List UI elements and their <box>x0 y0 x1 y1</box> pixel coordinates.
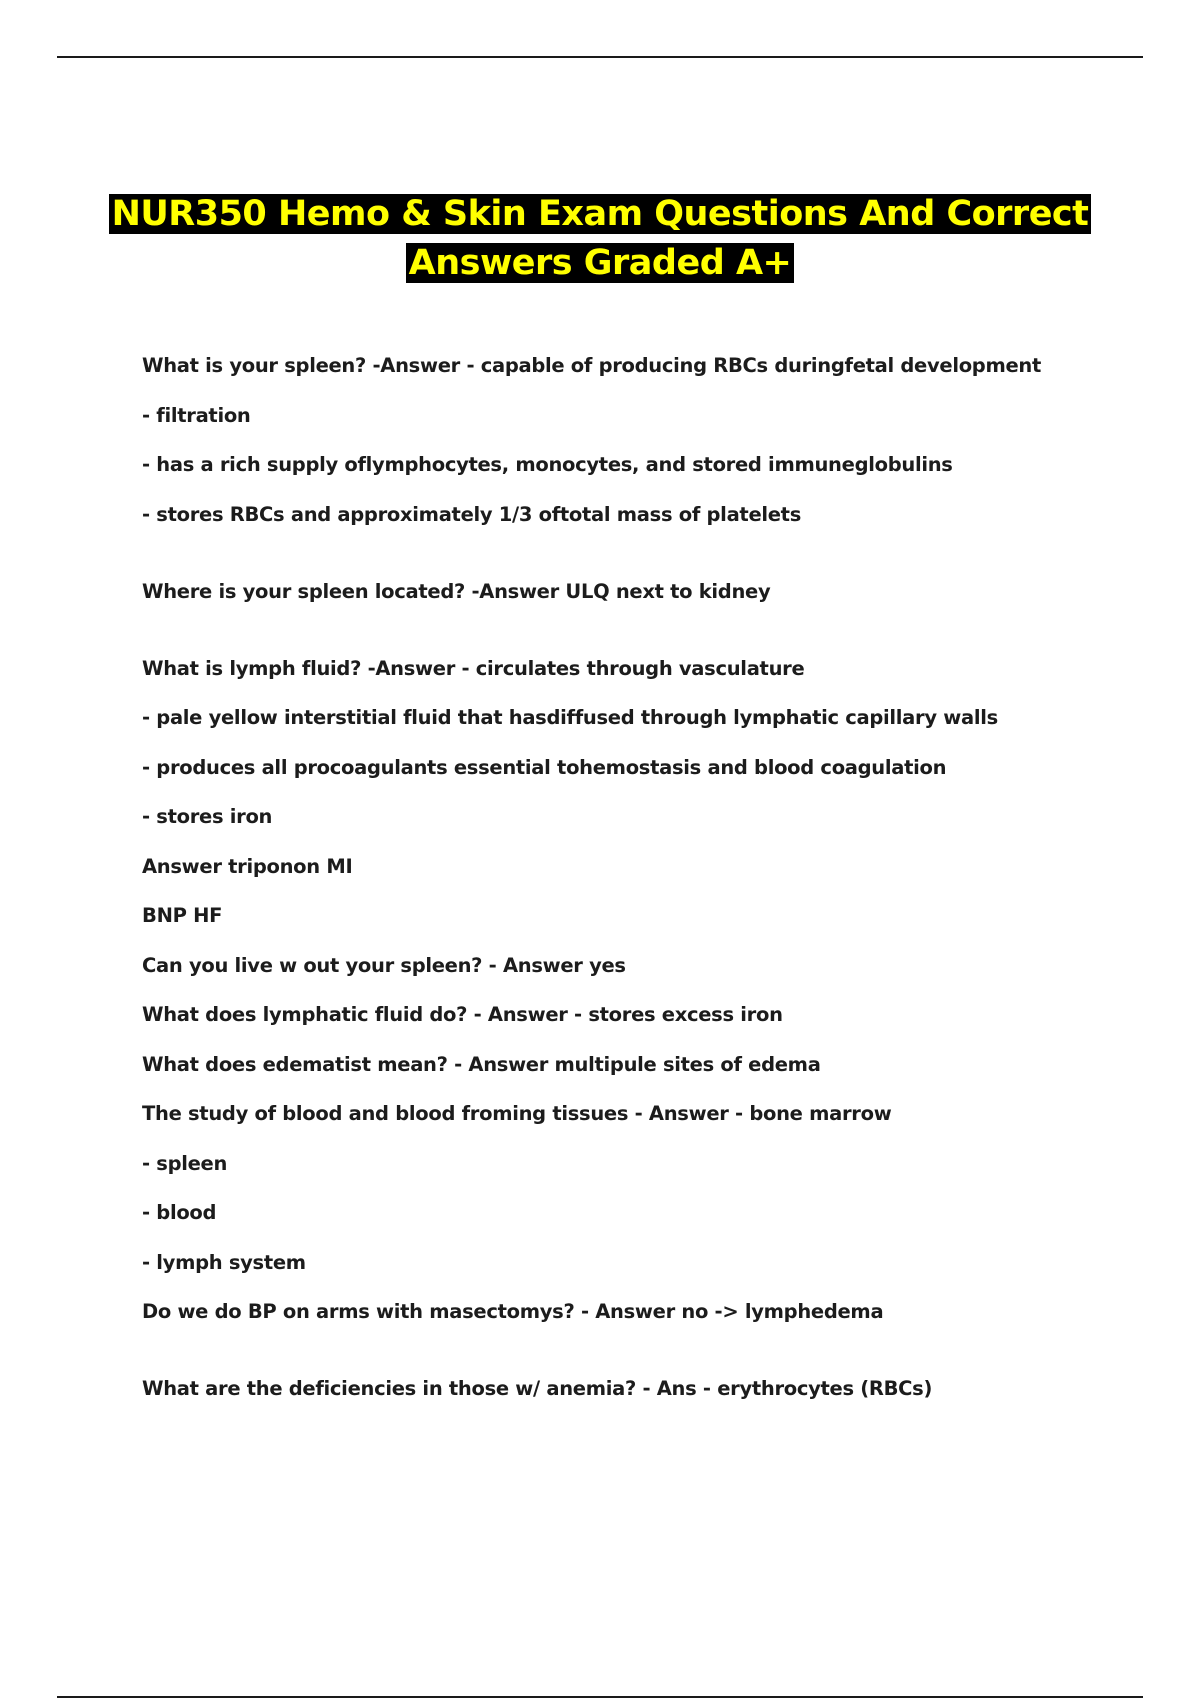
body-line: - has a rich supply oflymphocytes, monocytes, and stored immuneglobulins <box>142 453 953 476</box>
top-rule <box>57 56 1143 58</box>
body-line: Can you live w out your spleen? - Answer yes <box>142 953 626 977</box>
bottom-rule <box>57 1696 1143 1698</box>
body-line: Where is your spleen located? -Answer ULQ next to kidney <box>142 579 771 603</box>
body-line: BNP HF <box>142 904 223 927</box>
title-line-2: Answers Graded A+ <box>406 243 795 283</box>
body-line: What does lymphatic fluid do? - Answer - stores excess iron <box>142 1003 783 1026</box>
body-line: What is your spleen? -Answer - capable of producing RBCs duringfetal development <box>142 354 1042 377</box>
body-line: - blood <box>142 1201 217 1224</box>
body-line: - stores iron <box>142 805 273 828</box>
body-line: - stores RBCs and approximately 1/3 oftotal mass of platelets <box>142 502 802 526</box>
body-line: - filtration <box>142 403 251 427</box>
body-line: Answer triponon MI <box>142 854 353 878</box>
body-line: What are the deficiencies in those w/ anemia? - Ans - erythrocytes (RBCs) <box>142 1377 933 1400</box>
body-line: What is lymph fluid? -Answer - circulates through vasculature <box>142 656 805 680</box>
body-line: Do we do BP on arms with masectomys? - Answer no -> lymphedema <box>142 1300 884 1323</box>
body-line: - pale yellow interstitial fluid that hasdiffused through lymphatic capillary walls <box>142 706 998 729</box>
document-title <box>0 190 1200 288</box>
body-line: The study of blood and blood froming tissues - Answer - bone marrow <box>142 1102 892 1125</box>
title-line-1: NUR350 Hemo & Skin Exam Questions And Correct <box>109 194 1092 234</box>
body-line: What does edematist mean? - Answer multipule sites of edema <box>142 1052 821 1076</box>
body-line: - produces all procoagulants essential tohemostasis and blood coagulation <box>142 755 947 779</box>
body-line: - lymph system <box>142 1250 306 1274</box>
body-line: - spleen <box>142 1151 228 1175</box>
document-body <box>142 352 1142 1425</box>
